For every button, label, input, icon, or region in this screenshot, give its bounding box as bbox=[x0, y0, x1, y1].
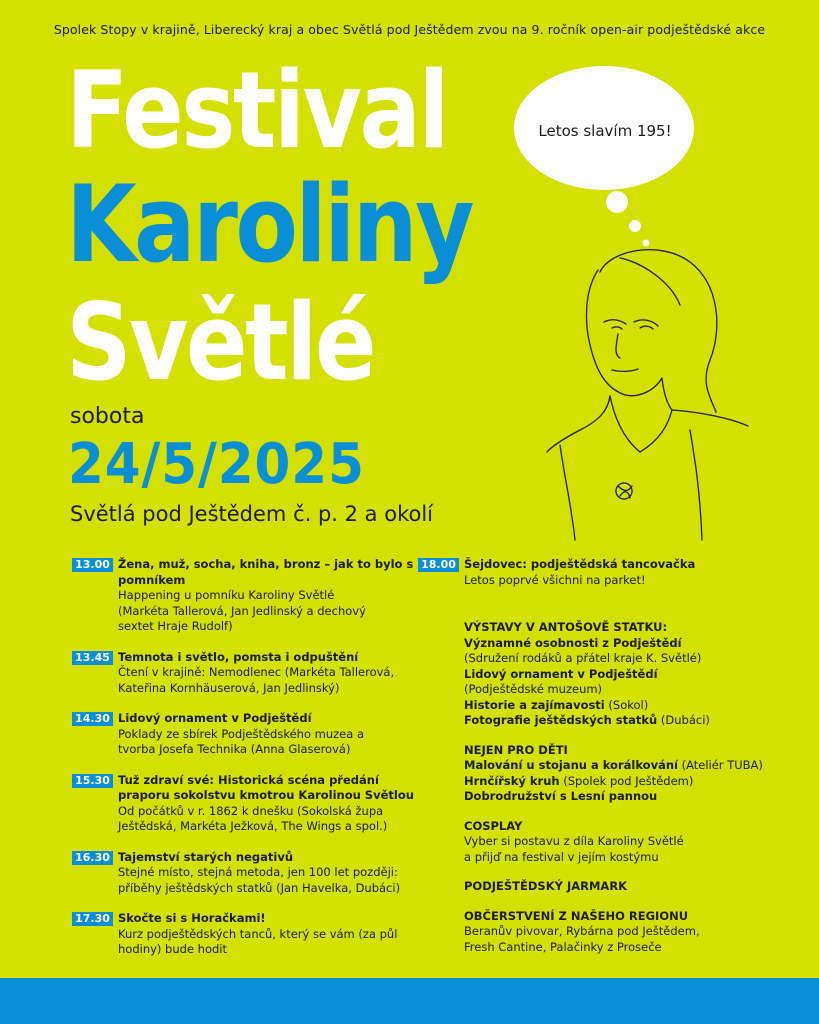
time-badge: 17.30 bbox=[72, 912, 113, 926]
section-heading: COSPLAY bbox=[464, 818, 523, 833]
program-item-title: Šejdovec: podještědská tancovačka bbox=[464, 557, 696, 571]
exhibition-name: Lidový ornament v Podještědí bbox=[464, 666, 658, 681]
program-item-title: Temnota i světlo, pomsta i odpuštění bbox=[118, 649, 359, 664]
time-badge: 15.30 bbox=[72, 774, 113, 788]
program-left bbox=[72, 557, 417, 973]
program-item-title: Tuž zdraví své: Historická scéna předání praporu sokolstvu kmotrou Karolinou Světlou bbox=[118, 772, 414, 802]
time-badge: 16.30 bbox=[72, 851, 113, 865]
program-item-title: Tajemství starých negativů bbox=[118, 849, 294, 864]
time-badge: 13.00 bbox=[72, 558, 113, 572]
exhibition-name: Fotografie ještědských statků bbox=[464, 713, 658, 727]
program-item-line: Kurz podještědských tanců, který se vám (za půl bbox=[118, 926, 398, 941]
intro-text: Spolek Stopy v krajině, Liberecký kraj a obec Světlá pod Ještědem zvou na 9. ročník open-air podještědské akce bbox=[53, 22, 766, 37]
activity-name: Dobrodružství s Lesní pannou bbox=[464, 789, 658, 803]
event-place: Světlá pod Ještědem č. p. 2 a okolí bbox=[70, 502, 433, 526]
section-line: a přijď na festival v jejím kostýmu bbox=[464, 849, 659, 864]
section-heading: NEJEN PRO DĚTI bbox=[464, 742, 568, 757]
cosplay-section bbox=[464, 819, 778, 866]
program-item-line: Kateřina Kornhäuserová, Jan Jedlinský) bbox=[118, 680, 340, 695]
program-item-line: Od počátků v r. 1862 k dnešku (Sokolská župa bbox=[118, 803, 384, 818]
market-section bbox=[464, 879, 778, 895]
program-item-line: tvorba Josefa Technika (Anna Glaserová) bbox=[118, 742, 351, 756]
program-item bbox=[418, 557, 778, 588]
exhibition-name: Významné osobnosti z Podještědí bbox=[464, 635, 682, 650]
section-line: Fresh Cantine, Palačinky z Proseče bbox=[464, 939, 662, 954]
time-badge: 14.30 bbox=[72, 712, 113, 726]
program-item-line: sextet Hraje Rudolf) bbox=[118, 619, 233, 633]
activity-name: Malování u stojanu a korálkování bbox=[464, 758, 678, 772]
section-heading: PODJEŠTĚDSKÝ JARMARK bbox=[464, 879, 628, 893]
event-day: sobota bbox=[70, 404, 145, 429]
program-item bbox=[72, 650, 417, 697]
title-line-1: Festival bbox=[66, 49, 448, 172]
program-item bbox=[72, 911, 417, 958]
program-item-line: (Markéta Tallerová, Jan Jedlinský a dechový bbox=[118, 603, 366, 618]
speech-bubble-dot-1 bbox=[606, 191, 628, 213]
exhibition-author: (Dubáci) bbox=[657, 713, 710, 727]
program-item-title: Lidový ornament v Podještědí bbox=[118, 711, 312, 725]
section-line: Beranův pivovar, Rybárna pod Ještědem, bbox=[464, 924, 700, 938]
time-badge: 13.45 bbox=[72, 651, 113, 665]
title-line-2: Karoliny bbox=[66, 163, 472, 286]
activity-author: (Spolek pod Ještědem) bbox=[559, 773, 694, 788]
exhibitions-section bbox=[464, 620, 778, 729]
bottom-bar bbox=[0, 978, 819, 1024]
food-section bbox=[464, 909, 778, 956]
program-item-line: Happening u pomníku Karoliny Světlé bbox=[118, 588, 335, 602]
section-line: Vyber si postavu z díla Karoliny Světlé bbox=[464, 834, 684, 848]
program-item-line: Poklady ze sbírek Podještědského muzea a bbox=[118, 726, 364, 741]
title-line-3: Světlé bbox=[66, 281, 375, 404]
program-item-title: Žena, muž, socha, kniha, bronz – jak to bylo s pomníkem bbox=[118, 557, 414, 587]
program-item bbox=[72, 773, 417, 835]
exhibition-name: Historie a zajímavosti bbox=[464, 697, 605, 712]
program-item-line: hodiny) bude hodit bbox=[118, 942, 228, 956]
program-right bbox=[418, 557, 778, 969]
program-item-line: Čtení v krajině: Nemodlenec (Markéta Tallerová, bbox=[118, 665, 395, 679]
speech-bubble-dot-3 bbox=[643, 240, 650, 247]
exhibition-author: (Sdružení rodáků a přátel kraje K. Světlé) bbox=[464, 651, 702, 665]
program-item-line: Stejné místo, stejná metoda, jen 100 let později: bbox=[118, 865, 398, 879]
event-date: 24/5/2025 bbox=[68, 432, 365, 497]
speech-bubble-dot-2 bbox=[629, 220, 641, 232]
activity-name: Hrnčířský kruh bbox=[464, 773, 560, 788]
program-item bbox=[72, 850, 417, 897]
program-item bbox=[72, 557, 417, 635]
exhibition-author: (Sokol) bbox=[604, 697, 649, 712]
section-heading: VÝSTAVY V ANTOŠOVĚ STATKU: bbox=[464, 620, 668, 634]
kids-section bbox=[464, 743, 778, 805]
program-item-line: příběhy ještědských statků (Jan Havelka, Dubáci) bbox=[118, 880, 401, 895]
program-item-title: Skočte si s Horačkami! bbox=[118, 911, 266, 925]
program-item-line: Ještědská, Markéta Ježková, The Wings a spol.) bbox=[118, 819, 388, 833]
program-item bbox=[72, 711, 417, 758]
bubble-text: Letos slavím 195! bbox=[538, 122, 672, 140]
time-badge: 18.00 bbox=[418, 558, 459, 572]
section-heading: OBČERSTVENÍ Z NAŠEHO REGIONU bbox=[464, 908, 689, 923]
karolina-portrait bbox=[547, 250, 748, 540]
exhibition-author: (Podještědské muzeum) bbox=[464, 682, 603, 696]
activity-author: (Ateliér TUBA) bbox=[677, 758, 763, 772]
program-item-line: Letos poprvé všichni na parket! bbox=[464, 572, 646, 587]
